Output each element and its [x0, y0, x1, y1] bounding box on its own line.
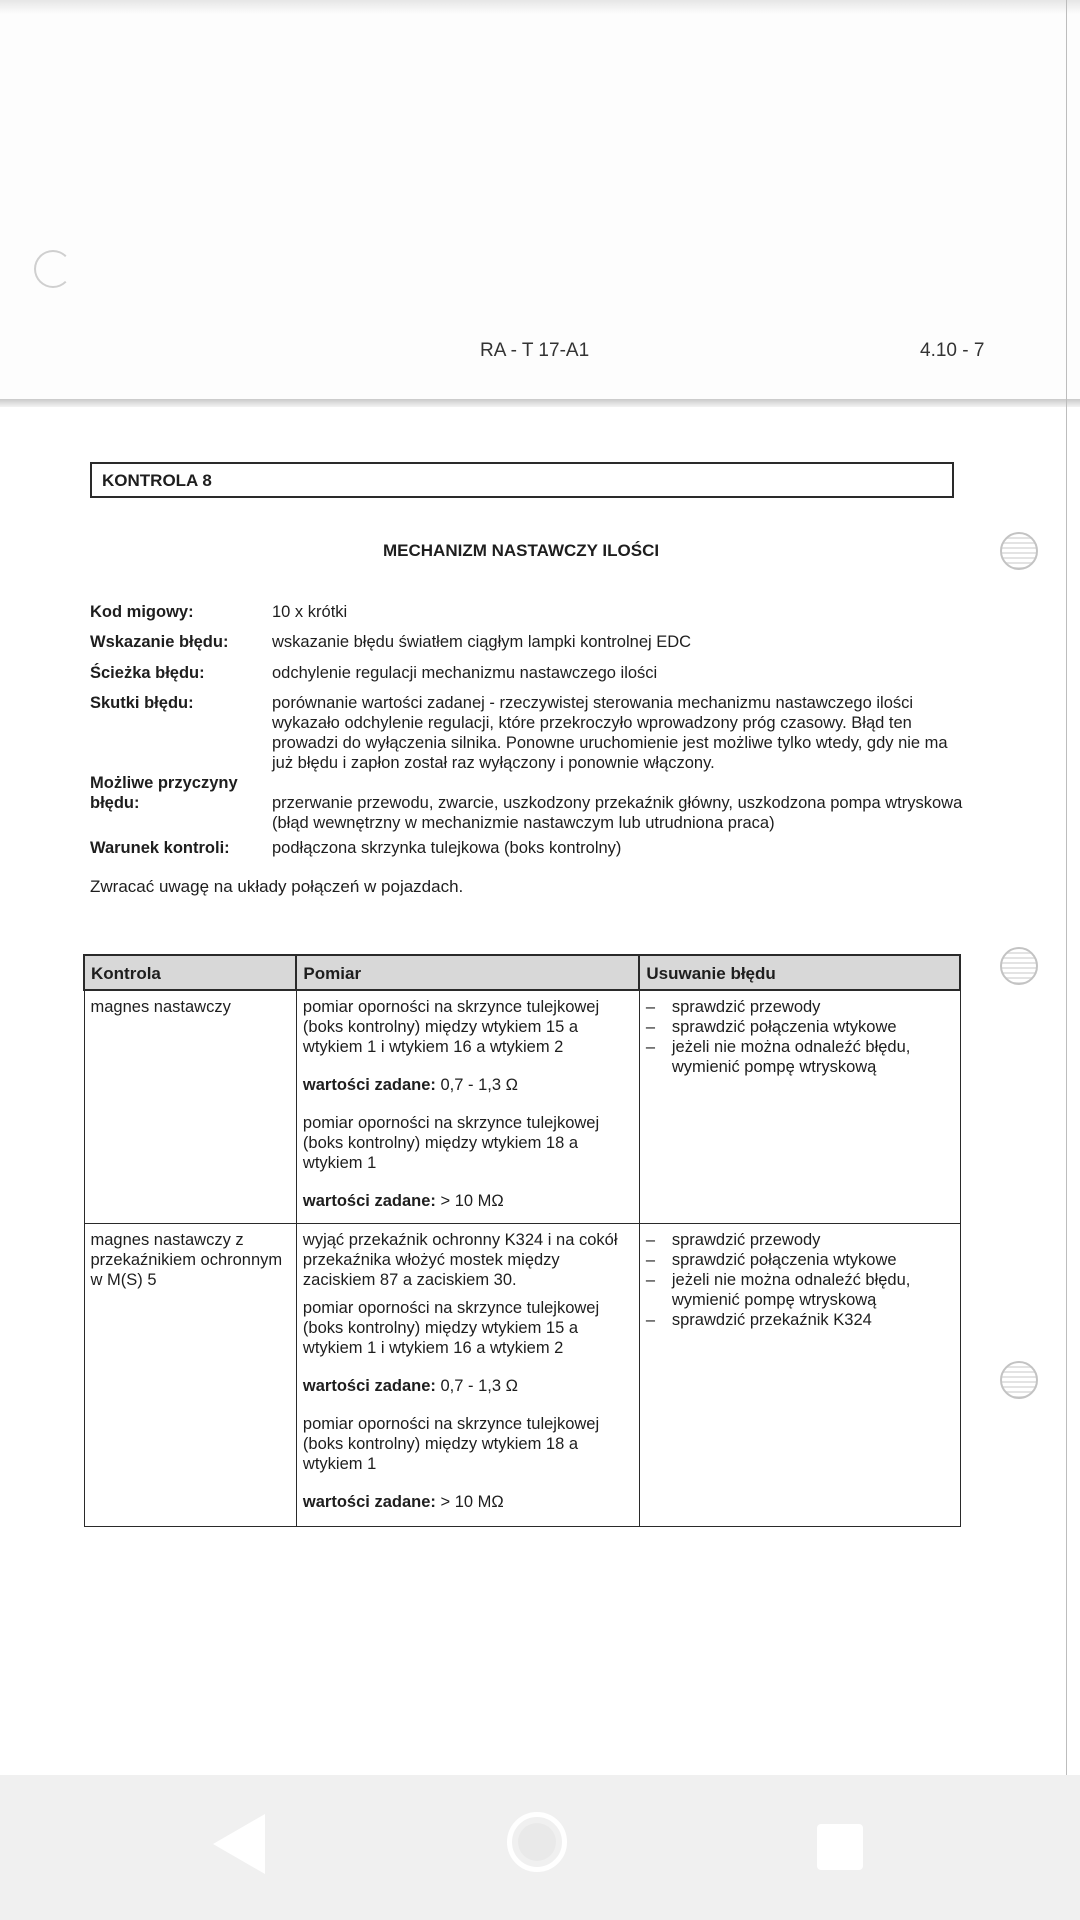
target-value-label: wartości zadane:: [302, 1492, 436, 1511]
checks-table: [83, 954, 961, 1527]
list-item: – jeżeli nie można odnaleźć błędu, wymienić pompę wtryskową: [646, 1037, 954, 1077]
info-value: wskazanie błędu światłem ciągłym lampki kontrolnej EDC: [272, 633, 692, 651]
target-value-label: wartości zadane:: [302, 1192, 436, 1210]
target-value-label: wartości zadane:: [302, 1076, 436, 1094]
measurement-text: pomiar oporności na skrzynce tulejkowej (boks kontrolny) między wtykiem 18 a wtykiem 1: [302, 1414, 600, 1473]
list-item: – sprawdzić połączenia wtykowe: [646, 1017, 954, 1037]
target-value: [303, 1075, 633, 1095]
cell-kontrola: magnes nastawczy: [84, 990, 296, 1223]
cell-kontrola: magnes nastawczy z przekaźnikiem ochronnym w M(S) 5: [84, 1223, 296, 1526]
recents-square-icon[interactable]: [817, 1824, 863, 1870]
target-value: [303, 1191, 633, 1211]
note-text: Zwracać uwagę na układy połączeń w pojazdach.: [90, 877, 464, 896]
info-value: 10 x krótki: [272, 603, 348, 621]
target-value-number: > 10 MΩ: [440, 1192, 504, 1210]
punch-hole-icon: [34, 250, 72, 288]
measurement-text: pomiar oporności na skrzynce tulejkowej (boks kontrolny) między wtykiem 15 a wtykiem 1 i wtykiem 16 a wtykiem 2: [302, 998, 600, 1056]
list-item: – sprawdzić przekaźnik K324: [646, 1310, 954, 1330]
home-circle-inner: [518, 1823, 556, 1861]
target-value-number: 0,7 - 1,3 Ω: [440, 1076, 518, 1094]
info-label: Ścieżka błędu:: [90, 664, 205, 682]
column-header-usuwanie: Usuwanie błędu: [639, 955, 960, 990]
cell-pomiar: [296, 990, 639, 1223]
cell-pomiar: [296, 1223, 639, 1526]
info-label: Skutki błędu:: [90, 694, 194, 712]
table-row: [84, 1223, 960, 1526]
kontrola-box: [90, 462, 954, 498]
page-number: 4.10 - 7: [920, 340, 985, 361]
back-triangle-icon[interactable]: [213, 1814, 265, 1874]
cell-usuwanie: [639, 990, 960, 1223]
info-label: Kod migowy:: [90, 603, 194, 621]
measurement-text: pomiar oporności na skrzynce tulejkowej (boks kontrolny) między wtykiem 15 a wtykiem 1 i wtykiem 16 a wtykiem 2: [302, 1298, 600, 1357]
info-value: przerwanie przewodu, zwarcie, uszkodzony przekaźnik główny, uszkodzona pompa wtryskowa (błąd wewnętrzny w mechanizmie nastawczym lub utrudniona praca): [272, 794, 963, 832]
section-title: MECHANIZM NASTAWCZY ILOŚCI: [383, 541, 660, 560]
list-item: – sprawdzić przewody: [646, 1230, 954, 1250]
fix-list: [646, 997, 954, 1077]
target-value: [303, 1492, 633, 1512]
page-edge: [1066, 0, 1067, 1780]
table-row: [84, 990, 960, 1223]
target-value-number: 0,7 - 1,3 Ω: [440, 1376, 518, 1395]
column-header-kontrola: Kontrola: [84, 955, 296, 990]
page-divider: [0, 399, 1080, 407]
target-value: [303, 1376, 633, 1396]
measurement-text: wyjąć przekaźnik ochronny K324 i na cokół przekaźnika włożyć mostek między zaciskiem 87 a zaciskiem 30.: [302, 1230, 618, 1289]
fix-list: [646, 1230, 954, 1330]
cell-usuwanie: [639, 1223, 960, 1526]
column-header-pomiar: Pomiar: [296, 955, 639, 990]
info-label: Wskazanie błędu:: [90, 633, 229, 651]
target-value-label: wartości zadane:: [302, 1376, 436, 1395]
page-shadow: [0, 0, 1080, 14]
binder-hole-icon: [1000, 1361, 1038, 1399]
info-label: Możliwe przyczyny błędu:: [90, 774, 238, 812]
info-value: porównanie wartości zadanej - rzeczywistej sterowania mechanizmu nastawczego ilości wykazało odchylenie regulacji, które przekroczyło wprowadzony próg czasowy. Błąd ten prowadzi do wyłączenia silnika. Ponowne uruchomienie jest możliwe tylko wtedy, gdy nie ma już błędu i zapłon został raz wyłączony i ponownie włączony.: [272, 694, 948, 772]
measurement-text: pomiar oporności na skrzynce tulejkowej (boks kontrolny) między wtykiem 18 a wtykiem 1: [302, 1114, 600, 1172]
binder-hole-icon: [1000, 532, 1038, 570]
document-code: RA - T 17-A1: [480, 340, 590, 361]
previous-page: [0, 0, 1080, 400]
info-label: Warunek kontroli:: [90, 839, 230, 857]
home-circle-icon[interactable]: [507, 1812, 567, 1872]
info-value: podłączona skrzynka tulejkowa (boks kontrolny): [272, 839, 622, 857]
list-item: – sprawdzić przewody: [646, 997, 954, 1017]
info-value: odchylenie regulacji mechanizmu nastawczego ilości: [272, 664, 658, 682]
binder-hole-icon: [1000, 947, 1038, 985]
table-header-row: [84, 955, 960, 990]
list-item: – jeżeli nie można odnaleźć błędu, wymienić pompę wtryskową: [646, 1270, 954, 1310]
list-item: – sprawdzić połączenia wtykowe: [646, 1250, 954, 1270]
target-value-number: > 10 MΩ: [440, 1492, 504, 1511]
kontrola-label: KONTROLA 8: [102, 471, 212, 490]
